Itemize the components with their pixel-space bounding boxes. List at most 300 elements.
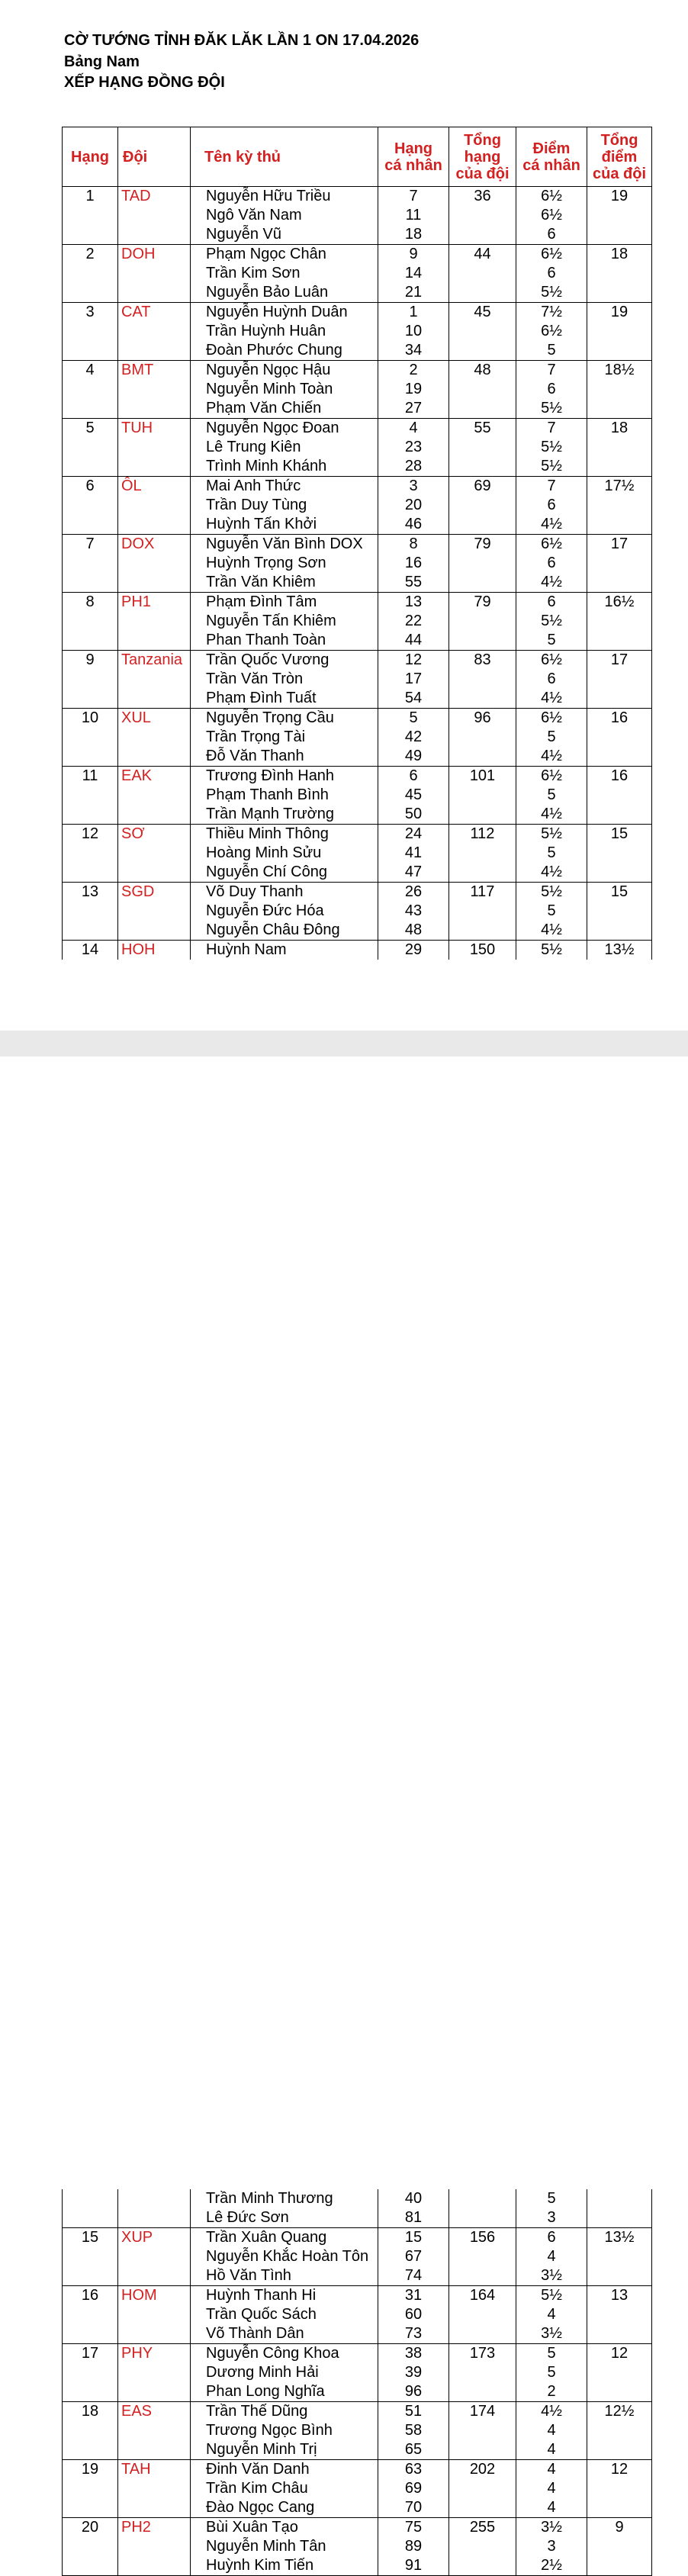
table-header-row xyxy=(63,127,652,187)
team-rank-cell xyxy=(63,2324,118,2344)
team-rank-cell: 18 xyxy=(63,2402,118,2422)
player-name-cell: Đinh Văn Danh xyxy=(191,2460,378,2480)
team-code-cell xyxy=(118,2479,191,2498)
individual-rank-cell: 60 xyxy=(378,2305,449,2324)
table-row xyxy=(63,380,652,399)
col-indiv-points-header: Điểm cá nhân xyxy=(516,127,587,187)
team-total-rank-cell: 36 xyxy=(449,187,516,207)
individual-points-cell: 5 xyxy=(516,2363,587,2382)
team-rank-cell xyxy=(63,2266,118,2286)
table-row xyxy=(63,2189,652,2208)
individual-rank-cell: 70 xyxy=(378,2498,449,2518)
team-rank-cell xyxy=(63,573,118,593)
team-total-rank-cell: 112 xyxy=(449,825,516,844)
team-total-rank-cell xyxy=(449,496,516,515)
individual-points-cell: 7½ xyxy=(516,303,587,323)
team-total-rank-cell xyxy=(449,2537,516,2556)
team-total-points-cell xyxy=(587,380,652,399)
team-code-cell xyxy=(118,457,191,477)
team-rank-cell xyxy=(63,2208,118,2228)
individual-rank-cell: 13 xyxy=(378,593,449,613)
individual-points-cell: 6½ xyxy=(516,187,587,207)
individual-points-cell: 7 xyxy=(516,419,587,439)
individual-rank-cell: 22 xyxy=(378,612,449,631)
team-total-points-cell: 17½ xyxy=(587,477,652,497)
individual-points-cell: 5 xyxy=(516,844,587,863)
team-total-points-cell xyxy=(587,554,652,573)
team-code-cell: Tanzania xyxy=(118,651,191,671)
player-name-cell: Nguyễn Trọng Cầu xyxy=(191,709,378,728)
table-row xyxy=(63,2286,652,2306)
individual-points-cell: 4½ xyxy=(516,689,587,709)
player-name-cell: Bùi Xuân Tạo xyxy=(191,2518,378,2538)
table-row xyxy=(63,2556,652,2576)
table-row xyxy=(63,2421,652,2440)
individual-rank-cell: 43 xyxy=(378,902,449,921)
player-name-cell: Trần Trọng Tài xyxy=(191,728,378,747)
team-rank-cell xyxy=(63,805,118,825)
individual-rank-cell: 47 xyxy=(378,863,449,883)
individual-rank-cell: 44 xyxy=(378,631,449,651)
team-code-cell: PH2 xyxy=(118,2518,191,2538)
team-rank-cell xyxy=(63,902,118,921)
individual-points-cell: 6½ xyxy=(516,709,587,728)
team-code-cell xyxy=(118,689,191,709)
team-code-cell xyxy=(118,438,191,457)
individual-points-cell: 4½ xyxy=(516,573,587,593)
table-row xyxy=(63,2247,652,2266)
team-total-points-cell: 15 xyxy=(587,825,652,844)
team-rank-cell xyxy=(63,631,118,651)
team-total-rank-cell: 48 xyxy=(449,361,516,381)
player-name-cell: Trần Văn Khiêm xyxy=(191,573,378,593)
individual-rank-cell: 19 xyxy=(378,380,449,399)
player-name-cell: Phan Thanh Toàn xyxy=(191,631,378,651)
player-name-cell: Nguyễn Bảo Luân xyxy=(191,283,378,303)
table-row xyxy=(63,187,652,207)
player-name-cell: Nguyễn Minh Trị xyxy=(191,2440,378,2460)
individual-rank-cell: 24 xyxy=(378,825,449,844)
individual-points-cell: 5½ xyxy=(516,283,587,303)
table-row xyxy=(63,651,652,671)
individual-rank-cell: 12 xyxy=(378,651,449,671)
individual-points-cell: 4½ xyxy=(516,2402,587,2422)
team-rank-cell xyxy=(63,747,118,767)
individual-points-cell: 4½ xyxy=(516,747,587,767)
table-row xyxy=(63,863,652,883)
individual-rank-cell: 55 xyxy=(378,573,449,593)
team-total-rank-cell xyxy=(449,728,516,747)
player-name-cell: Trương Đình Hanh xyxy=(191,767,378,786)
team-rank-cell xyxy=(63,2247,118,2266)
individual-points-cell: 2½ xyxy=(516,2556,587,2576)
individual-rank-cell: 16 xyxy=(378,554,449,573)
team-total-points-cell xyxy=(587,206,652,225)
team-rank-cell xyxy=(63,2556,118,2576)
team-total-rank-cell: 55 xyxy=(449,419,516,439)
player-name-cell: Trần Huỳnh Huân xyxy=(191,322,378,341)
team-total-rank-cell xyxy=(449,2208,516,2228)
team-total-rank-cell xyxy=(449,844,516,863)
team-rank-cell xyxy=(63,283,118,303)
individual-points-cell: 6 xyxy=(516,225,587,245)
team-total-points-cell: 19 xyxy=(587,303,652,323)
team-rank-cell xyxy=(63,863,118,883)
team-total-points-cell xyxy=(587,2208,652,2228)
individual-rank-cell: 42 xyxy=(378,728,449,747)
table-row xyxy=(63,535,652,555)
team-total-points-cell xyxy=(587,515,652,535)
table-row xyxy=(63,573,652,593)
team-rank-cell xyxy=(63,2382,118,2402)
team-code-cell xyxy=(118,283,191,303)
individual-points-cell: 4 xyxy=(516,2498,587,2518)
player-name-cell: Trần Minh Thương xyxy=(191,2189,378,2208)
table-row xyxy=(63,341,652,361)
team-total-rank-cell xyxy=(449,2382,516,2402)
team-total-points-cell xyxy=(587,612,652,631)
team-total-rank-cell xyxy=(449,612,516,631)
individual-rank-cell: 34 xyxy=(378,341,449,361)
team-code-cell xyxy=(118,2556,191,2576)
team-total-points-cell xyxy=(587,631,652,651)
team-code-cell xyxy=(118,863,191,883)
player-name-cell: Trình Minh Khánh xyxy=(191,457,378,477)
team-rank-cell: 8 xyxy=(63,593,118,613)
individual-rank-cell: 45 xyxy=(378,786,449,805)
individual-rank-cell: 50 xyxy=(378,805,449,825)
team-rank-cell: 12 xyxy=(63,825,118,844)
team-code-cell xyxy=(118,341,191,361)
player-name-cell: Nguyễn Châu Đông xyxy=(191,921,378,941)
team-total-rank-cell xyxy=(449,863,516,883)
team-rank-cell xyxy=(63,341,118,361)
individual-points-cell: 5½ xyxy=(516,825,587,844)
team-rank-cell: 17 xyxy=(63,2344,118,2364)
player-name-cell: Trần Thế Dũng xyxy=(191,2402,378,2422)
col-team-total-rank-header: Tổng hạng của đội xyxy=(449,127,516,187)
individual-rank-cell: 9 xyxy=(378,245,449,265)
player-name-cell: Huỳnh Kim Tiến xyxy=(191,2556,378,2576)
team-total-rank-cell xyxy=(449,225,516,245)
individual-points-cell: 6 xyxy=(516,264,587,283)
individual-rank-cell: 38 xyxy=(378,2344,449,2364)
team-total-rank-cell xyxy=(449,2363,516,2382)
individual-rank-cell: 7 xyxy=(378,187,449,207)
player-name-cell: Trần Kim Châu xyxy=(191,2479,378,2498)
table-row xyxy=(63,477,652,497)
team-total-points-cell: 12 xyxy=(587,2460,652,2480)
team-total-rank-cell xyxy=(449,322,516,341)
player-name-cell: Trần Kim Sơn xyxy=(191,264,378,283)
team-rank-cell: 19 xyxy=(63,2460,118,2480)
team-code-cell xyxy=(118,902,191,921)
team-rank-cell xyxy=(63,786,118,805)
col-team-header: Đội xyxy=(118,127,191,187)
individual-rank-cell: 26 xyxy=(378,883,449,902)
team-rank-cell xyxy=(63,399,118,419)
team-code-cell xyxy=(118,496,191,515)
individual-points-cell: 6½ xyxy=(516,651,587,671)
individual-rank-cell: 74 xyxy=(378,2266,449,2286)
team-code-cell xyxy=(118,921,191,941)
player-name-cell: Trương Ngọc Bình xyxy=(191,2421,378,2440)
table-row xyxy=(63,554,652,573)
player-name-cell: Huỳnh Nam xyxy=(191,941,378,960)
team-total-points-cell xyxy=(587,438,652,457)
team-total-points-cell xyxy=(587,689,652,709)
individual-points-cell: 6 xyxy=(516,554,587,573)
table-body-page-2 xyxy=(63,2189,652,2576)
player-name-cell: Nguyễn Công Khoa xyxy=(191,2344,378,2364)
team-total-points-cell xyxy=(587,2498,652,2518)
table-row xyxy=(63,612,652,631)
team-total-rank-cell: 44 xyxy=(449,245,516,265)
table-row xyxy=(63,2479,652,2498)
team-total-points-cell xyxy=(587,341,652,361)
team-total-points-cell: 12½ xyxy=(587,2402,652,2422)
individual-points-cell: 4 xyxy=(516,2247,587,2266)
individual-points-cell: 5 xyxy=(516,2344,587,2364)
table-row xyxy=(63,2440,652,2460)
team-code-cell xyxy=(118,2266,191,2286)
table-row xyxy=(63,2518,652,2538)
player-name-cell: Lê Trung Kiên xyxy=(191,438,378,457)
player-name-cell: Trần Văn Tròn xyxy=(191,670,378,689)
player-name-cell: Mai Anh Thức xyxy=(191,477,378,497)
col-team-total-points-header: Tổng điểm của đội xyxy=(587,127,652,187)
player-name-cell: Trần Xuân Quang xyxy=(191,2228,378,2248)
team-code-cell xyxy=(118,786,191,805)
player-name-cell: Nguyễn Khắc Hoàn Tôn xyxy=(191,2247,378,2266)
team-rank-cell: 4 xyxy=(63,361,118,381)
individual-points-cell: 5½ xyxy=(516,399,587,419)
team-total-rank-cell: 117 xyxy=(449,883,516,902)
team-code-cell: XUL xyxy=(118,709,191,728)
team-rank-cell: 3 xyxy=(63,303,118,323)
player-name-cell: Trần Quốc Sách xyxy=(191,2305,378,2324)
team-code-cell: TUH xyxy=(118,419,191,439)
team-code-cell xyxy=(118,670,191,689)
player-name-cell: Phạm Đình Tuất xyxy=(191,689,378,709)
team-code-cell xyxy=(118,2382,191,2402)
team-code-cell xyxy=(118,2498,191,2518)
player-name-cell: Trần Quốc Vương xyxy=(191,651,378,671)
table-row xyxy=(63,2382,652,2402)
player-name-cell: Trần Duy Tùng xyxy=(191,496,378,515)
team-code-cell xyxy=(118,2247,191,2266)
table-row xyxy=(63,283,652,303)
individual-points-cell: 6 xyxy=(516,2228,587,2248)
team-rank-cell xyxy=(63,612,118,631)
team-total-points-cell xyxy=(587,2363,652,2382)
team-total-rank-cell xyxy=(449,2440,516,2460)
team-code-cell: DOX xyxy=(118,535,191,555)
player-name-cell: Trần Mạnh Trường xyxy=(191,805,378,825)
team-total-rank-cell: 79 xyxy=(449,593,516,613)
team-total-points-cell xyxy=(587,863,652,883)
individual-rank-cell: 21 xyxy=(378,283,449,303)
team-total-rank-cell xyxy=(449,747,516,767)
team-rank-cell xyxy=(63,2189,118,2208)
player-name-cell: Hoàng Minh Sửu xyxy=(191,844,378,863)
player-name-cell: Huỳnh Trọng Sơn xyxy=(191,554,378,573)
team-total-points-cell: 16 xyxy=(587,709,652,728)
team-code-cell xyxy=(118,573,191,593)
team-total-rank-cell xyxy=(449,399,516,419)
document-page-2 xyxy=(0,1056,688,2574)
team-total-points-cell xyxy=(587,902,652,921)
team-total-points-cell xyxy=(587,2382,652,2402)
individual-rank-cell: 48 xyxy=(378,921,449,941)
individual-rank-cell: 69 xyxy=(378,2479,449,2498)
team-total-rank-cell xyxy=(449,2266,516,2286)
team-total-rank-cell: 164 xyxy=(449,2286,516,2306)
team-total-rank-cell xyxy=(449,206,516,225)
individual-rank-cell: 28 xyxy=(378,457,449,477)
team-code-cell xyxy=(118,515,191,535)
individual-rank-cell: 58 xyxy=(378,2421,449,2440)
individual-points-cell: 6½ xyxy=(516,322,587,341)
col-player-header: Tên kỳ thủ xyxy=(191,127,378,187)
player-name-cell: Nguyễn Minh Toàn xyxy=(191,380,378,399)
team-rank-cell xyxy=(63,206,118,225)
team-total-points-cell: 17 xyxy=(587,651,652,671)
individual-rank-cell: 5 xyxy=(378,709,449,728)
player-name-cell: Ngô Văn Nam xyxy=(191,206,378,225)
team-code-cell: SƠ xyxy=(118,825,191,844)
table-row xyxy=(63,728,652,747)
player-name-cell: Nguyễn Đức Hóa xyxy=(191,902,378,921)
team-rank-cell xyxy=(63,728,118,747)
team-rank-cell xyxy=(63,2537,118,2556)
player-name-cell: Đào Ngọc Cang xyxy=(191,2498,378,2518)
team-code-cell xyxy=(118,554,191,573)
team-code-cell xyxy=(118,2363,191,2382)
team-total-rank-cell: 156 xyxy=(449,2228,516,2248)
table-row xyxy=(63,303,652,323)
individual-rank-cell: 11 xyxy=(378,206,449,225)
individual-points-cell: 5 xyxy=(516,631,587,651)
team-total-points-cell: 16½ xyxy=(587,593,652,613)
team-total-rank-cell: 83 xyxy=(449,651,516,671)
individual-rank-cell: 10 xyxy=(378,322,449,341)
team-code-cell xyxy=(118,2208,191,2228)
document-page-1 xyxy=(0,0,688,1031)
team-total-points-cell: 16 xyxy=(587,767,652,786)
table-body-page-1 xyxy=(63,187,652,960)
team-total-rank-cell: 79 xyxy=(449,535,516,555)
player-name-cell: Phạm Thanh Bình xyxy=(191,786,378,805)
team-code-cell xyxy=(118,805,191,825)
individual-points-cell: 6 xyxy=(516,496,587,515)
player-name-cell: Đoàn Phước Chung xyxy=(191,341,378,361)
table-row xyxy=(63,786,652,805)
individual-rank-cell: 67 xyxy=(378,2247,449,2266)
individual-rank-cell: 91 xyxy=(378,2556,449,2576)
team-total-rank-cell: 69 xyxy=(449,477,516,497)
individual-rank-cell: 3 xyxy=(378,477,449,497)
individual-rank-cell: 4 xyxy=(378,419,449,439)
team-total-points-cell: 13½ xyxy=(587,2228,652,2248)
team-code-cell xyxy=(118,2421,191,2440)
team-rank-cell: 6 xyxy=(63,477,118,497)
division-label: Bảng Nam xyxy=(64,53,140,70)
team-total-points-cell: 18½ xyxy=(587,361,652,381)
team-code-cell: PH1 xyxy=(118,593,191,613)
table-row xyxy=(63,2363,652,2382)
team-ranking-table xyxy=(62,127,652,960)
team-code-cell xyxy=(118,2440,191,2460)
individual-rank-cell: 27 xyxy=(378,399,449,419)
table-row xyxy=(63,2208,652,2228)
team-total-points-cell xyxy=(587,805,652,825)
team-total-rank-cell: 101 xyxy=(449,767,516,786)
player-name-cell: Dương Minh Hải xyxy=(191,2363,378,2382)
page-separator xyxy=(0,1031,688,1056)
player-name-cell: Đỗ Văn Thanh xyxy=(191,747,378,767)
team-rank-cell xyxy=(63,496,118,515)
team-total-points-cell xyxy=(587,2440,652,2460)
team-total-points-cell: 19 xyxy=(587,187,652,207)
table-row xyxy=(63,245,652,265)
team-total-rank-cell xyxy=(449,805,516,825)
team-total-rank-cell: 173 xyxy=(449,2344,516,2364)
individual-points-cell: 5 xyxy=(516,902,587,921)
individual-points-cell: 6½ xyxy=(516,535,587,555)
team-rank-cell xyxy=(63,457,118,477)
individual-points-cell: 6½ xyxy=(516,767,587,786)
player-name-cell: Nguyễn Văn Bình DOX xyxy=(191,535,378,555)
individual-rank-cell: 75 xyxy=(378,2518,449,2538)
individual-points-cell: 4 xyxy=(516,2421,587,2440)
individual-rank-cell: 63 xyxy=(378,2460,449,2480)
team-total-rank-cell xyxy=(449,2479,516,2498)
individual-points-cell: 4 xyxy=(516,2305,587,2324)
individual-rank-cell: 2 xyxy=(378,361,449,381)
team-total-rank-cell xyxy=(449,457,516,477)
table-row xyxy=(63,689,652,709)
team-total-rank-cell xyxy=(449,670,516,689)
team-code-cell xyxy=(118,399,191,419)
individual-points-cell: 5 xyxy=(516,728,587,747)
team-rank-cell: 7 xyxy=(63,535,118,555)
individual-rank-cell: 81 xyxy=(378,2208,449,2228)
team-total-rank-cell: 202 xyxy=(449,2460,516,2480)
team-total-rank-cell xyxy=(449,380,516,399)
table-row xyxy=(63,670,652,689)
table-row xyxy=(63,399,652,419)
table-row xyxy=(63,825,652,844)
team-code-cell xyxy=(118,612,191,631)
individual-points-cell: 6½ xyxy=(516,206,587,225)
individual-rank-cell: 31 xyxy=(378,2286,449,2306)
team-rank-cell: 9 xyxy=(63,651,118,671)
team-code-cell: DOH xyxy=(118,245,191,265)
team-rank-cell: 11 xyxy=(63,767,118,786)
team-code-cell: BMT xyxy=(118,361,191,381)
team-total-points-cell xyxy=(587,728,652,747)
player-name-cell: Lê Đức Sơn xyxy=(191,2208,378,2228)
individual-points-cell: 3½ xyxy=(516,2266,587,2286)
table-row xyxy=(63,438,652,457)
team-rank-cell xyxy=(63,225,118,245)
table-row xyxy=(63,941,652,960)
table-row xyxy=(63,2344,652,2364)
individual-rank-cell: 73 xyxy=(378,2324,449,2344)
table-row xyxy=(63,883,652,902)
team-code-cell: TAH xyxy=(118,2460,191,2480)
